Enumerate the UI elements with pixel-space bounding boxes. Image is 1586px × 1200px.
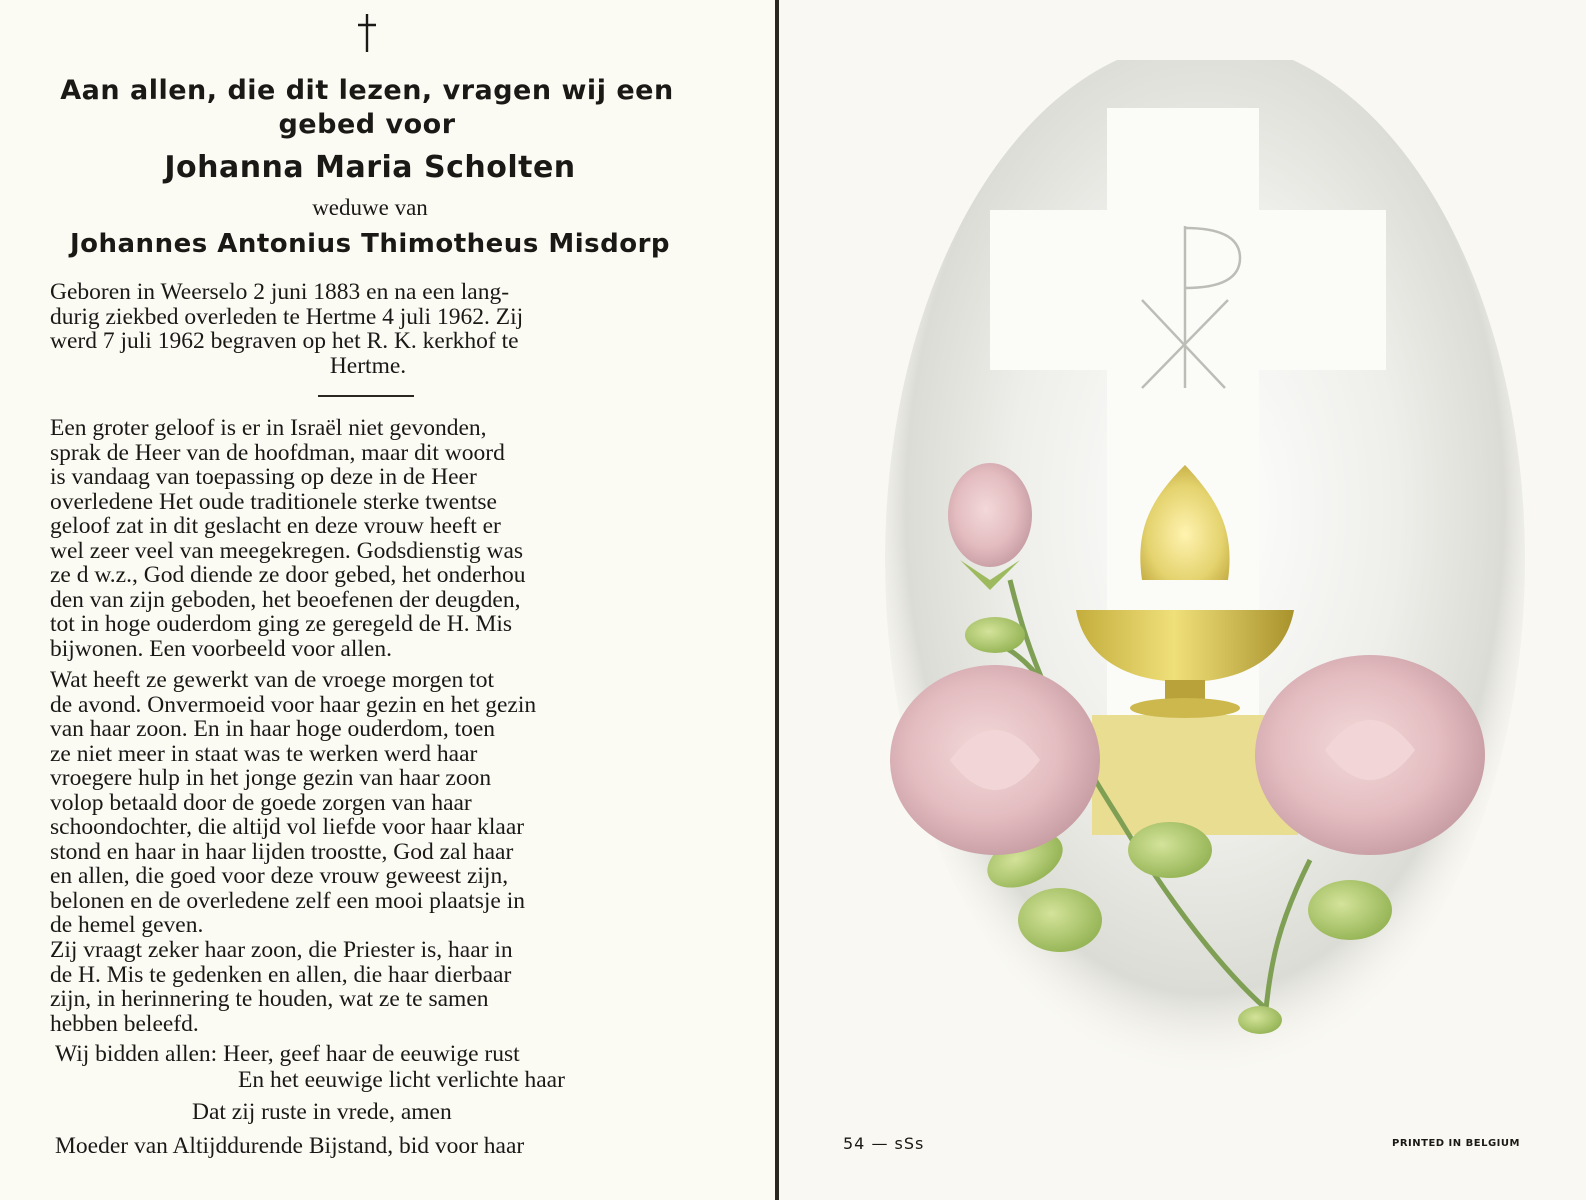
text-line: Een groter geloof is er in Israël niet gevonden, bbox=[50, 415, 487, 441]
text-line: sprak de Heer van de hoofdman, maar dit woord bbox=[50, 439, 505, 466]
text-line: stond en haar in haar lijden troostte, God zal haar bbox=[50, 838, 514, 865]
text-line: den van zijn geboden, het beoefenen der deugden, bbox=[50, 586, 521, 613]
prayer-line: Moeder van Altijddurende Bijstand, bid voor haar bbox=[55, 1133, 525, 1159]
biography bbox=[50, 280, 686, 378]
text-line: bijwonen. Een voorbeeld voor allen. bbox=[50, 635, 392, 662]
text-line: de H. Mis te gedenken en allen, die haar dierbaar bbox=[50, 961, 512, 988]
text-line: de hemel geven. bbox=[50, 912, 204, 938]
husband-name: Johannes Antonius Thimotheus Misdorp bbox=[69, 229, 671, 259]
text-line: de avond. Onvermoeid voor haar gezin en het gezin bbox=[50, 691, 537, 718]
prayer-line: Wij bidden allen: Heer, geef haar de eeuwige rust bbox=[55, 1041, 520, 1067]
heading-line: Aan allen, die dit lezen, vragen wij een bbox=[60, 75, 674, 106]
divider bbox=[318, 395, 414, 397]
text-line: overledene Het oude traditionele sterke twentse bbox=[50, 488, 497, 515]
paragraph-remembrance bbox=[50, 938, 686, 1036]
widow-of-label: weduwe van bbox=[312, 195, 428, 220]
text-line: belonen en de overledene zelf een mooi plaatsje in bbox=[50, 887, 526, 914]
text-line: zijn, in herinnering te houden, wat ze te samen bbox=[50, 986, 489, 1012]
prayer-line: Dat zij ruste in vrede, amen bbox=[192, 1099, 452, 1125]
text-line: hebben beleefd. bbox=[50, 1010, 199, 1037]
heading bbox=[46, 74, 688, 142]
cross-roses-illustration bbox=[880, 60, 1530, 1110]
cross-icon bbox=[352, 12, 382, 54]
text-line: wel zeer veel van meegekregen. Godsdienstig was bbox=[50, 537, 524, 564]
heading-line: gebed voor bbox=[278, 109, 456, 140]
text-line: geloof zat in dit geslacht en deze vrouw heeft er bbox=[50, 513, 501, 539]
printed-in-label: PRINTED IN BELGIUM bbox=[1392, 1138, 1520, 1149]
text-line: en allen, die goed voor deze vrouw geweest zijn, bbox=[50, 863, 509, 889]
paragraph-work bbox=[50, 668, 686, 938]
text-line: Zij vraagt zeker haar zoon, die Priester is, haar in bbox=[50, 937, 513, 963]
text-line: schoondochter, die altijd vol liefde voor haar klaar bbox=[50, 814, 525, 840]
text-line: ze d w.z., God diende ze door gebed, het onderhou bbox=[50, 562, 526, 588]
memorial-card-text-page bbox=[0, 0, 776, 1200]
text-line: is vandaag van toepassing op deze in de Heer bbox=[50, 464, 477, 490]
text-line: Hertme. bbox=[329, 352, 407, 379]
text-line: tot in hoge ouderdom ging ze geregeld de H. Mis bbox=[50, 611, 513, 637]
paragraph-faith bbox=[50, 416, 686, 661]
prayer-line: En het eeuwige licht verlichte haar bbox=[238, 1067, 565, 1093]
text-line: Geboren in Weerselo 2 juni 1883 en na een lang- bbox=[50, 279, 510, 305]
text-line: vroegere hulp in het jonge gezin van haar zoon bbox=[50, 765, 492, 791]
text-line: volop betaald door de goede zorgen van haar bbox=[50, 789, 472, 816]
footer-code: 54 — sSs bbox=[843, 1134, 925, 1153]
text-line: van haar zoon. En in haar hoge ouderdom, toen bbox=[50, 716, 496, 742]
text-line: durig ziekbed overleden te Hertme 4 juli 1962. Zij bbox=[50, 303, 524, 330]
deceased-name: Johanna Maria Scholten bbox=[164, 150, 576, 185]
text-line: werd 7 juli 1962 begraven op het R. K. kerkhof te bbox=[50, 328, 519, 354]
text-line: ze niet meer in staat was te werken werd haar bbox=[50, 740, 478, 767]
text-line: Wat heeft ze gewerkt van de vroege morgen tot bbox=[50, 667, 494, 693]
